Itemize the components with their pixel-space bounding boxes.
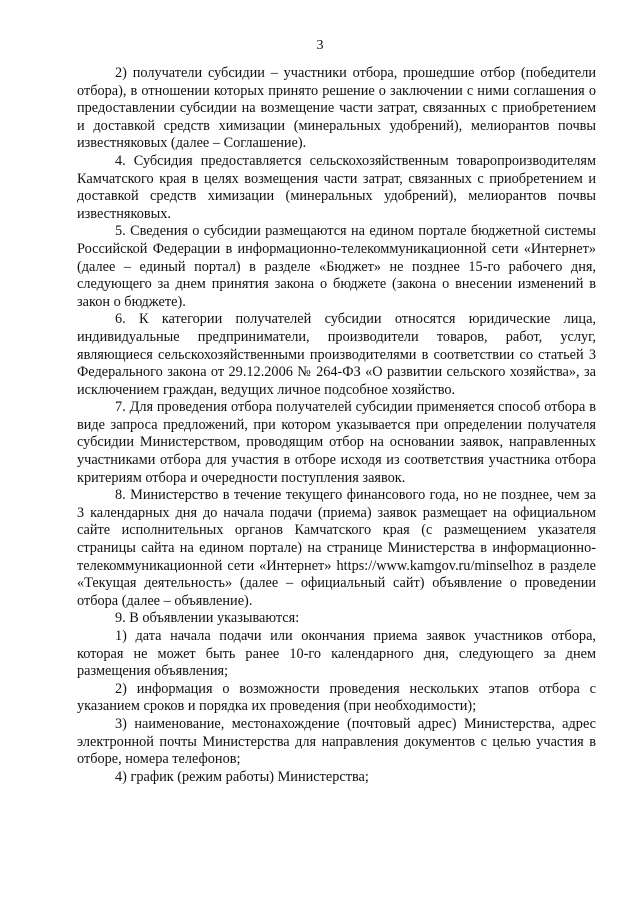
document-body [77,65,596,786]
paragraph-6-recipient-category: 6. К категории получателей субсидии относятся юридические лица, индивидуальные предприниматели, производители товаров, работ, услуг, являющиеся сельскохозяйственными производителями в соответствии со статьей 3 Федерального закона от 29.12.2006 № 264-ФЗ «О развитии сельского хозяйства», за исключением граждан, ведущих личное подсобное хозяйство. [77,311,596,398]
paragraph-5-portal-info: 5. Сведения о субсидии размещаются на едином портале бюджетной системы Российской Федерации в информационно-телекоммуникационной сети «Интернет» (далее – единый портал) в разделе «Бюджет» не позднее 15-го рабочего дня, следующего за днем принятия закона о бюджете (закона о внесении изменений в закон о бюджете). [77,223,596,310]
paragraph-7-selection-method: 7. Для проведения отбора получателей субсидии применяется способ отбора в виде запроса предложений, при котором указывается при определении получателя субсидии Министерством, проводящим отбор на основании заявок, направленных участниками отбора для участия в отборе исходя из соответствия участника отбора критериям отбора и очередности поступления заявок. [77,399,596,486]
page-number: 3 [316,38,324,53]
paragraph-9-announcement-contents: 9. В объявлении указываются: [115,610,300,627]
list-item-4-schedule: 4) график (режим работы) Министерства; [115,768,369,785]
paragraph-4-subsidy-purpose: 4. Субсидия предоставляется сельскохозяйственным товаропроизводителям Камчатского края в целях возмещения части затрат, связанных с приобретением и доставкой средств химизации (минеральных удобрений), мелиорантов почвы известняковых. [77,152,596,222]
paragraph-8-announcement: 8. Министерство в течение текущего финансового года, но не позднее, чем за 3 календарных дня до начала подачи (приема) заявок размещает на официальном сайте исполнительных органов Камчатского края (с размещением указателя страницы сайта на едином портале) на странице Министерства в информационно-телекоммуникационной сети «Интернет» https://www.kamgov.ru/minselhoz в разделе «Текущая деятельность» (далее – официальный сайт) объявление о проведении отбора (далее – объявление). [77,487,596,609]
list-item-2-stages: 2) информация о возможности проведения нескольких этапов отбора с указанием сроков и порядка их проведения (при необходимости); [77,680,596,715]
paragraph-recipients-definition: 2) получатели субсидии – участники отбора, прошедшие отбор (победители отбора), в отношении которых принято решение о заключении с ними соглашения о предоставлении субсидии на возмещение части затрат, связанных с приобретением и доставкой средств химизации (минеральных удобрений), мелиорантов почвы известняковых (далее – Соглашение). [77,65,596,152]
list-item-1-dates: 1) дата начала подачи или окончания приема заявок участников отбора, которая не может быть ранее 10-го календарного дня, следующего за днем размещения объявления; [77,628,596,680]
list-item-3-ministry-contacts: 3) наименование, местонахождение (почтовый адрес) Министерства, адрес электронной почты Министерства для направления документов с целью участия в отборе, номера телефонов; [77,715,596,768]
